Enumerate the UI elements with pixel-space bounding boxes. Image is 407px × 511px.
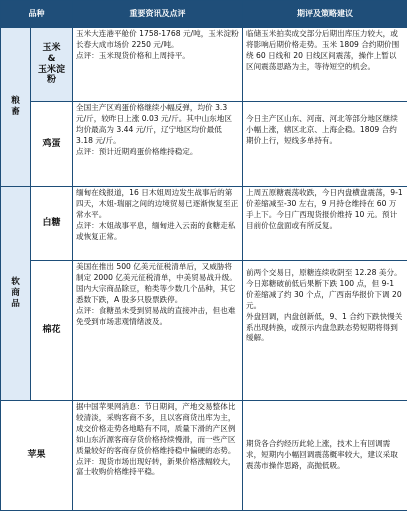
strategy-cell: 前两个交易日，原糖连续收阴至 12.28 美分。今日郑糖破前低后果断下跌 100 点，但 9-1 价差缩减了约 30 个点，广西南华报价下调 20 元。 外盘回调，内盘创新低，9、1 合约下跌快慢关系出现转换，或预示内盘急跌态势短期将得到缓解。 <box>243 261 407 401</box>
table-row <box>1 187 407 261</box>
table-row <box>1 261 407 401</box>
news-cell: 美国在推出 500 亿美元征税清单后，又威胁将制定 2000 亿美元征税清单，中美贸易战升级。国内大宗商品除豆，粕类等少数几个品种，其它悉数下跌，A 股多只股票跌停。 点评：食糖虽未受到贸易战的直接冲击，但也难免受到市场悲观情绪波及。 <box>73 261 243 401</box>
news-cell: 缅甸在线报道，16 日木姐周边发生战事后的第四天，木姐-瑞丽之间的边境贸易已逐渐恢复至正常水平。 点评：木姐战事平息，缅甸进入云南的食糖走私或恢复正常。 <box>73 187 243 261</box>
product-cotton: 棉花 <box>31 261 73 401</box>
product-egg: 鸡蛋 <box>31 102 73 187</box>
product-corn: 玉米 & 玉米淀粉 <box>31 28 73 102</box>
table-header-row <box>1 1 407 28</box>
table-row <box>1 28 407 102</box>
news-cell: 玉米大连港平舱价 1758-1768 元/吨，玉米淀粉长春大成市场价 2250 元/吨。 点评：玉米现货价格和上周持平。 <box>73 28 243 102</box>
category-grain-livestock: 粮 畜 <box>1 28 31 187</box>
news-cell: 据中国苹果网消息：节日期间，产地交易整体比较清淡，采购客商不多，且以客商货出库为主，成交价格走势各地略有不同，质量下滑的产区例如山东沂源客商存货价格持续慢滑，而一些产区质量较好的客商存货价格维持稳中偏硬的态势。 点评：现货市场出现好转，新果价格涨幅较大，富士收购价格维持平稳。 <box>73 401 243 511</box>
news-cell: 全国主产区鸡蛋价格继续小幅反弹，均价 3.3 元/斤，较昨日上涨 0.03 元/斤。其中山东地区均价最高为 3.44 元/斤，辽宁地区均价最低 3.18 元/斤。 点评：预计近期鸡蛋价格维持稳定。 <box>73 102 243 187</box>
header-variety: 品种 <box>1 1 73 28</box>
table-row <box>1 102 407 187</box>
table-row <box>1 401 407 511</box>
strategy-cell: 上周五原糖震荡收跌，今日内盘横盘震荡，9-1 价差缩减至-30 左右，9 月持仓维持在 60 万手上下。今日广西现货报价维持 10 元。预计目前价位盘面或有所反复。 <box>243 187 407 261</box>
header-news: 重要资讯及点评 <box>73 1 243 28</box>
product-apple: 苹果 <box>1 401 73 511</box>
header-strategy: 期评及策略建议 <box>243 1 407 28</box>
strategy-cell: 期货各合约经历此轮上涨，技术上有回调需求，短期内小幅回调震荡概率较大，建议采取震荡市操作思路，高抛低吸。 <box>243 401 407 511</box>
strategy-cell: 临储玉米拍卖成交部分后期出库压力较大，或将影响后期价格走势。玉米 1809 合约期价围绕 60 日线和 20 日线区间震荡，操作上暂以区间震荡思路为主，等待短空的机会。 <box>243 28 407 102</box>
category-soft-commodities: 软 商 品 <box>1 187 31 401</box>
strategy-cell: 今日主产区山东、河南、河北等部分地区继续小幅上涨，辖区北京、上海企稳。1809 合约期价上行，短线多单持有。 <box>243 102 407 187</box>
product-sugar: 白糖 <box>31 187 73 261</box>
